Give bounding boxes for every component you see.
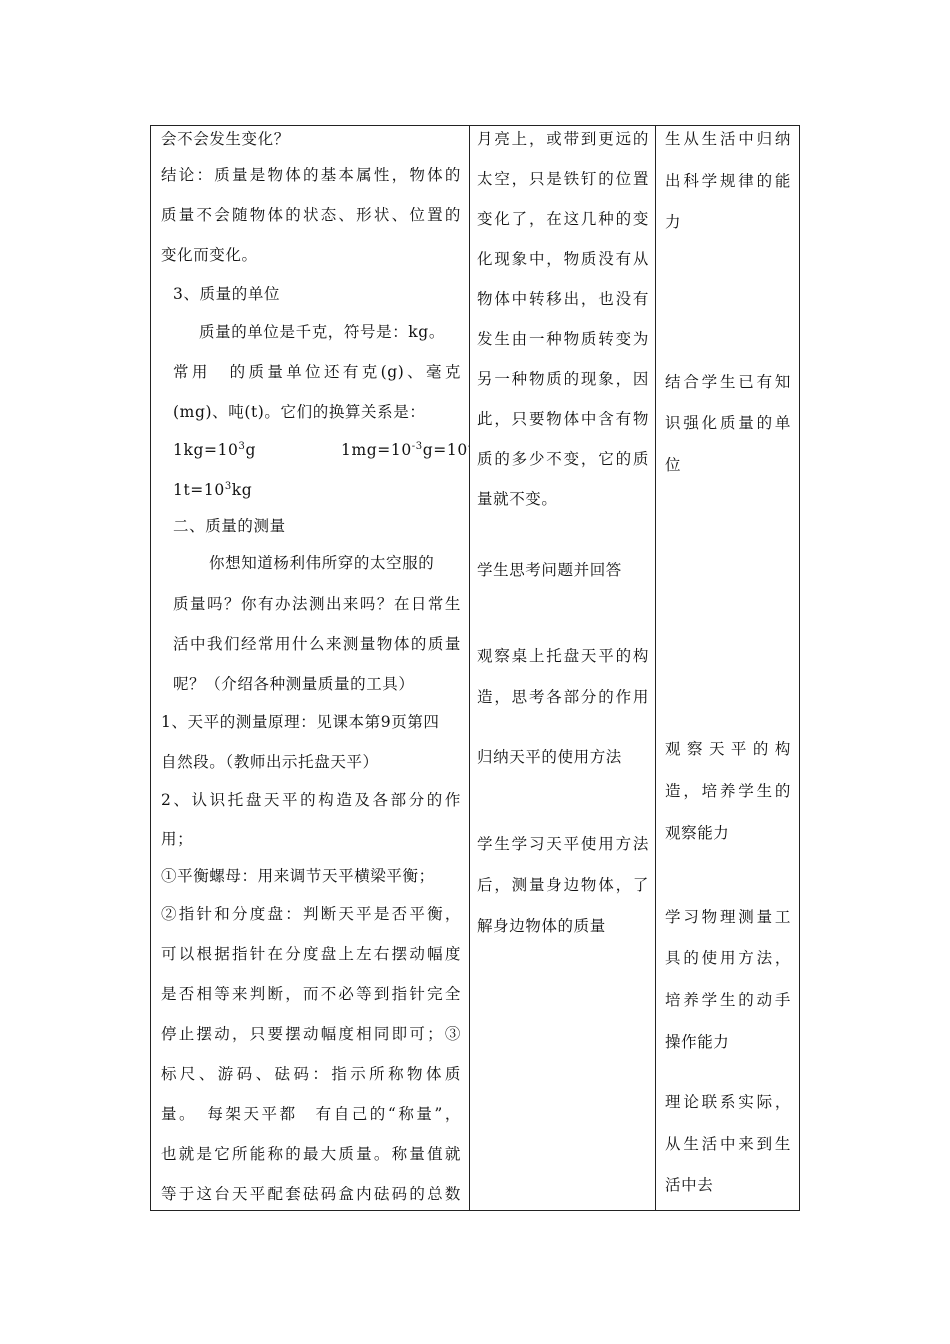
text-line: 出科学规律的能 xyxy=(665,172,791,190)
text-line: 自然段。（教师出示托盘天平） xyxy=(161,753,379,771)
text-line: 操作能力 xyxy=(665,1033,730,1051)
section-heading-mass-measurement: 二、质量的测量 xyxy=(173,517,286,535)
text-line: 发生由一种物质转变为 xyxy=(477,330,649,348)
formula-mg-g-kg: $1mg=10^{-3}g=10$ xyxy=(341,440,468,459)
section-heading-mass-unit: 3、质量的单位 xyxy=(173,285,281,303)
text-line: 观察天平的构 xyxy=(665,740,791,758)
text-line: 解身边物体的质量 xyxy=(477,917,606,935)
text-line: 标尺、游码、砝码：指示所称物体质 xyxy=(161,1065,461,1083)
text-line: 质的多少不变，它的质 xyxy=(477,450,649,468)
text-line: 从生活中来到生 xyxy=(665,1135,791,1153)
text-line: 量。 每架天平都 有自己的“称量”， xyxy=(161,1105,461,1123)
text-line: ①平衡螺母：用来调节天平横梁平衡； xyxy=(161,867,435,885)
text-line: 此，只要物体中含有物 xyxy=(477,410,649,428)
text-line: 质量的单位是千克，符号是：kg。 xyxy=(199,323,445,341)
text-line: 呢？（介绍各种测量质量的工具） xyxy=(173,675,415,693)
text-line: 识强化质量的单 xyxy=(665,414,791,432)
text-line: 常用 的质量单位还有克(g)、毫克 xyxy=(173,363,461,381)
text-line: 理论联系实际， xyxy=(665,1093,791,1111)
text-line: 生从生活中归纳 xyxy=(665,130,791,148)
text-line: 等于这台天平配套砝码盒内砝码的总数 xyxy=(161,1185,461,1203)
text-line: 另一种物质的现象，因 xyxy=(477,370,649,388)
text-line: 活中去 xyxy=(665,1176,714,1194)
conclusion-line: 结论：质量是物体的基本属性，物体的 xyxy=(161,166,461,184)
text-line: (mg)、吨(t)。它们的换算关系是： xyxy=(173,403,426,421)
student-activity-column xyxy=(469,126,656,1210)
text-line: 力 xyxy=(665,213,682,231)
text-line: 后，测量身边物体，了 xyxy=(477,876,649,894)
text-line: 质量吗？你有办法测出来吗？在日常生 xyxy=(173,595,461,613)
text-line: 1、天平的测量原理：见课本第9页第四 xyxy=(161,713,440,731)
formula-t-kg: $1t=10^3kg$ xyxy=(173,480,253,499)
design-intent-column xyxy=(655,126,799,1210)
text-line: 是否相等来判断，而不必等到指针完全 xyxy=(161,985,461,1003)
text-line: 学生学习天平使用方法 xyxy=(477,835,649,853)
text-line: 用； xyxy=(161,830,194,848)
text-line: 造，培养学生的 xyxy=(665,782,791,800)
text-line: 月亮上，或带到更远的 xyxy=(477,130,649,148)
text-line: 培养学生的动手 xyxy=(665,991,791,1009)
text-line: 学生思考问题并回答 xyxy=(477,561,622,579)
text-line: 量就不变。 xyxy=(477,490,558,508)
text-line: 造，思考各部分的作用 xyxy=(477,688,649,706)
text-line: 归纳天平的使用方法 xyxy=(477,748,622,766)
text-line: 观察桌上托盘天平的构 xyxy=(477,647,649,665)
text-line: ②指针和分度盘：判断天平是否平衡， xyxy=(161,905,461,923)
text-line: 化现象中，物质没有从 xyxy=(477,250,649,268)
text-line: 具的使用方法， xyxy=(665,949,791,967)
text-line: 停止摆动，只要摆动幅度相同即可；③ xyxy=(161,1025,461,1043)
text-line: 质量不会随物体的状态、形状、位置的 xyxy=(161,206,461,224)
text-line: 太空，只是铁钉的位置 xyxy=(477,170,649,188)
text-line: 位 xyxy=(665,456,682,474)
text-line: 活中我们经常用什么来测量物体的质量 xyxy=(173,635,461,653)
text-line: 观察能力 xyxy=(665,824,730,842)
text-line: 2、认识托盘天平的构造及各部分的作 xyxy=(161,791,461,809)
text-line: 物体中转移出，也没有 xyxy=(477,290,649,308)
text-line: 会不会发生变化？ xyxy=(161,130,290,148)
text-line: 也就是它所能称的最大质量。称量值就 xyxy=(161,1145,461,1163)
formula-kg-g: $1kg=10^3g$ xyxy=(173,440,256,459)
teaching-content-column xyxy=(151,126,470,1210)
text-line: 结合学生已有知 xyxy=(665,373,791,391)
text-line: 变化了，在这几种的变 xyxy=(477,210,649,228)
text-line: 学习物理测量工 xyxy=(665,908,791,926)
lesson-table xyxy=(150,125,800,1211)
text-line: 可以根据指针在分度盘上左右摆动幅度 xyxy=(161,945,461,963)
text-line: 你想知道杨利伟所穿的太空服的 xyxy=(209,554,435,572)
text-line: 变化而变化。 xyxy=(161,246,258,264)
